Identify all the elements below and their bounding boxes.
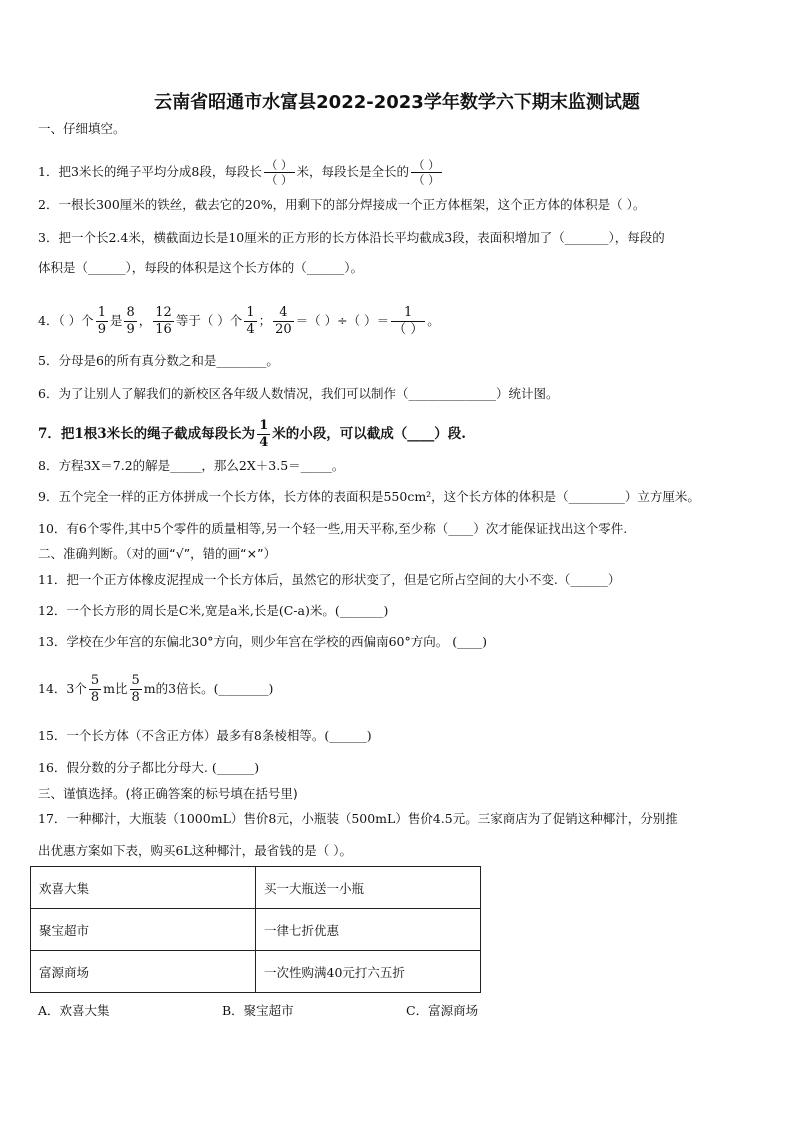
fraction: $\frac{4}{20}$ [275, 305, 292, 337]
fraction: $\frac{5}{8}$ [90, 673, 100, 705]
fraction: $\frac{1}{4}$ [246, 305, 255, 337]
fraction: $\frac{1}{( )}$ [393, 305, 424, 337]
page-title: 云南省昭通市水富县2022-2023学年数学六下期末监测试题 [154, 92, 640, 113]
promotion-table [30, 866, 481, 993]
option-b: B．聚宝超市 [222, 1003, 294, 1018]
section-heading-fill: 一、仔细填空。 [38, 121, 126, 136]
fraction: $\frac{12}{16}$ [155, 305, 172, 337]
option-c: C．富源商场 [406, 1003, 479, 1018]
option-a: A．欢喜大集 [38, 1003, 110, 1018]
table-cell: 富源商场 [31, 951, 256, 993]
question-11: 11．把一个正方体橡皮泥捏成一个长方体后，虽然它的形状变了，但是它所占空间的大小不变.（______） [38, 572, 621, 587]
table-cell: 一次性购满40元打六五折 [256, 951, 481, 993]
question-14: 14．3个 $\frac{5}{8}$ m比 $\frac{5}{8}$ m的3倍长。(________) [38, 673, 274, 705]
question-10: 10．有6个零件,其中5个零件的质量相等,另一个轻一些,用天平称,至少称（____）次才能保证找出这个零件. [38, 521, 628, 536]
question-13: 13．学校在少年宫的东偏北30°方向，则少年宫在学校的西偏南60°方向。 (____) [38, 634, 487, 649]
question-7: 7．把1根3米长的绳子截成每段长为 $\frac{1}{4}$ 米的小段，可以截成（____）段. [38, 418, 466, 450]
question-2: 2．一根长300厘米的铁丝，截去它的20%，用剩下的部分焊接成一个正方体框架，这个正方体的体积是（ ）。 [38, 197, 646, 212]
question-9: 9．五个完全一样的正方体拼成一个长方体，长方体的表面积是550cm²，这个长方体的体积是（_________）立方厘米。 [38, 489, 700, 504]
table-row [31, 951, 481, 993]
question-12: 12．一个长方形的周长是C米,宽是a米,长是(C-a)米。(_______) [38, 603, 389, 618]
question-5: 5．分母是6的所有真分数之和是________。 [38, 353, 279, 368]
fraction: $\frac{1}{9}$ [97, 305, 106, 337]
section-heading-choice: 三、谨慎选择。(将正确答案的标号填在括号里) [38, 786, 298, 801]
table-row [31, 867, 481, 909]
question-17-line-2: 出优惠方案如下表，购买6L这种椰汁，最省钱的是（ ）。 [38, 843, 352, 858]
fraction: $\frac{8}{9}$ [126, 305, 135, 337]
table-cell: 买一大瓶送一小瓶 [256, 867, 481, 909]
table-cell: 欢喜大集 [31, 867, 256, 909]
question-4: 4．（ ）个 $\frac{1}{9}$ 是 $\frac{8}{9}$ ， $\frac{12}{16}$ 等于（ ）个 $\frac{1}{4}$ ； $\frac{4}{20}$ ＝（ ）÷（ ）＝ $\frac{1}{( )}$ 。 [38, 305, 440, 337]
question-8: 8．方程3X＝7.2的解是_____，那么2X＋3.5＝_____。 [38, 458, 345, 473]
fraction: $\frac{5}{8}$ [131, 673, 140, 705]
table-cell: 一律七折优惠 [256, 909, 481, 951]
table-row [31, 909, 481, 951]
fraction-blank: $\frac{( )}{( )}$ [265, 158, 293, 187]
fraction: $\frac{1}{4}$ [259, 418, 269, 450]
question-15: 15．一个长方体（不含正方体）最多有8条棱相等。(______) [38, 728, 372, 743]
section-heading-judge: 二、准确判断。（对的画“√”，错的画“×”） [38, 546, 277, 561]
question-17-line-1: 17．一种椰汁，大瓶装（1000mL）售价8元，小瓶装（500mL）售价4.5元。三家商店为了促销这种椰汁，分别推 [38, 811, 678, 826]
question-1: 1．把3米长的绳子平均分成8段，每段长 $\frac{( )}{( )}$ 米，每段长是全长的 $\frac{( )}{( )}$ [38, 158, 440, 187]
table-cell: 聚宝超市 [31, 909, 256, 951]
question-16: 16．假分数的分子都比分母大. (______) [38, 760, 260, 775]
question-3-line-1: 3．把一个长2.4米，横截面边长是10厘米的正方形的长方体沿长平均截成3段，表面积增加了（_______），每段的 [38, 230, 665, 245]
fraction-blank: $\frac{( )}{( )}$ [413, 158, 440, 187]
question-3-line-2: 体积是（______），每段的体积是这个长方体的（______）。 [38, 260, 364, 275]
question-6: 6．为了让别人了解我们的新校区各年级人数情况，我们可以制作（______________）统计图。 [38, 386, 559, 401]
